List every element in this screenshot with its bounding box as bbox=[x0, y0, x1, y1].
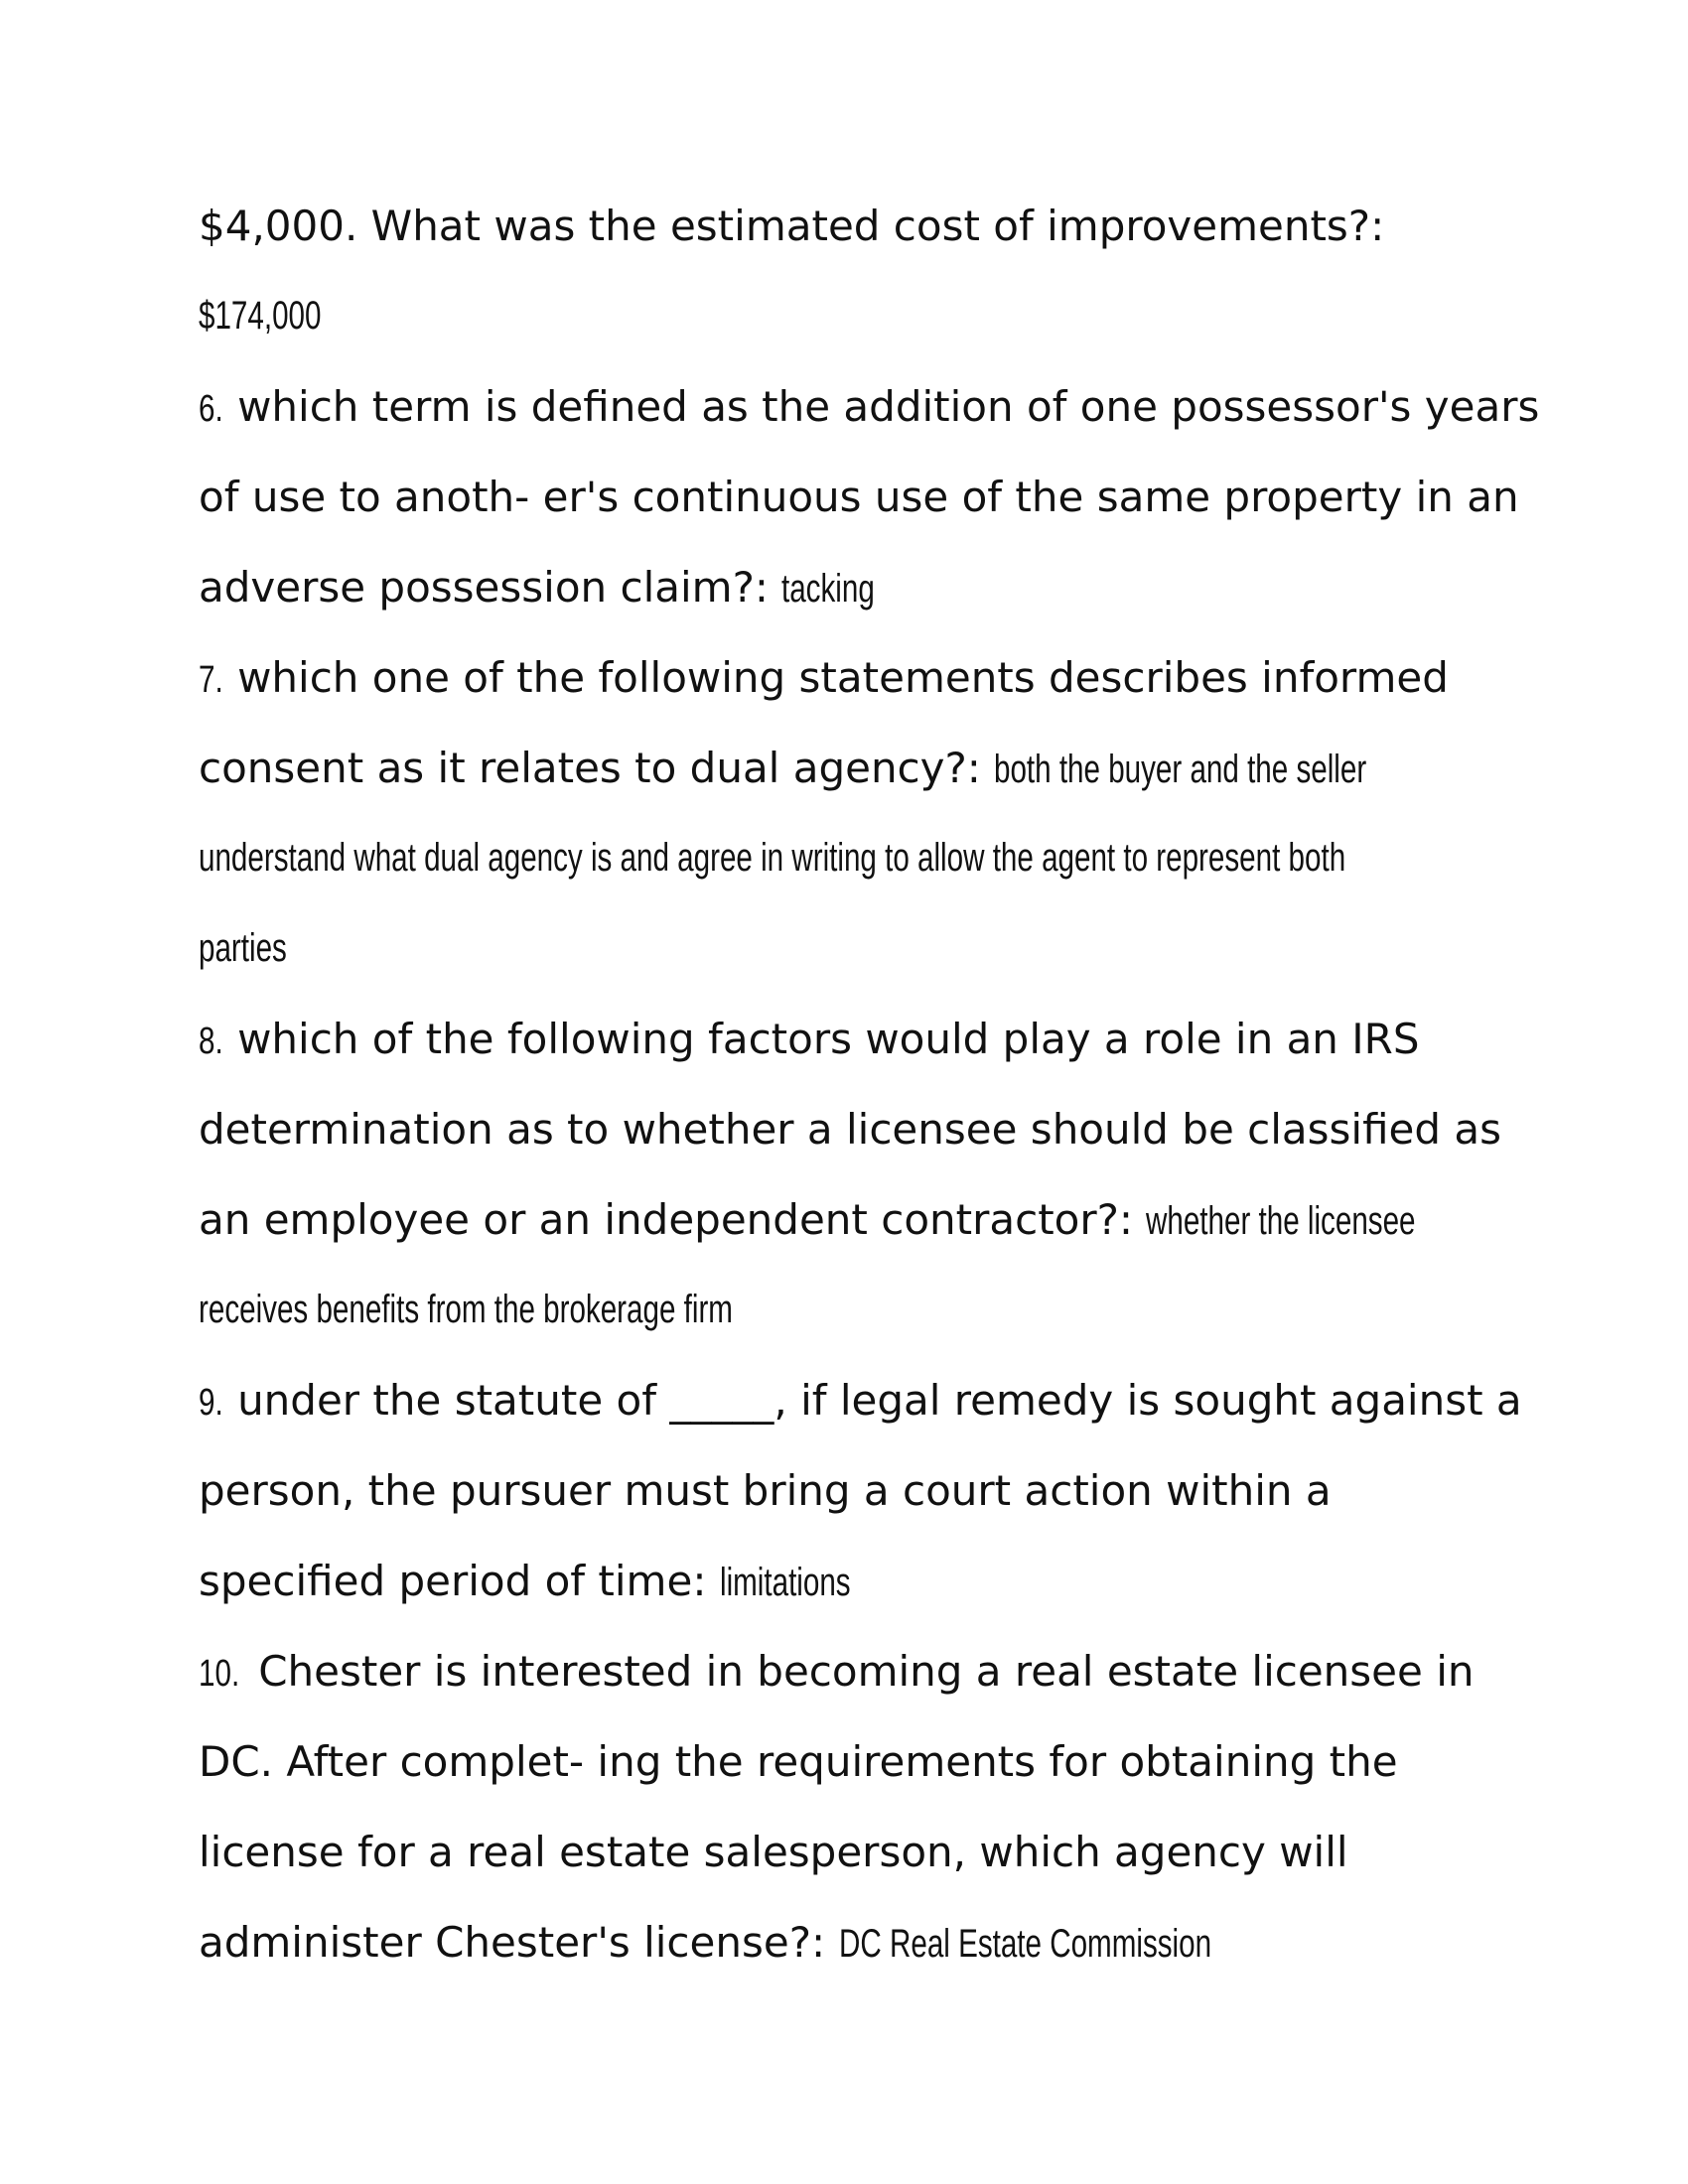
question-text: of use to anoth- er's continuous use of the same property in an bbox=[199, 473, 1519, 521]
answer-text: DC Real Estate Commission bbox=[838, 1922, 1211, 1966]
question-8-line-1 bbox=[199, 994, 1509, 1084]
question-6-line-3 bbox=[199, 542, 1509, 632]
question-number: 7. bbox=[199, 659, 223, 701]
question-text: Chester is interested in becoming a real estate licensee in bbox=[258, 1647, 1475, 1696]
answer-text: $174,000 bbox=[199, 294, 322, 338]
question-number: 8. bbox=[199, 1021, 223, 1062]
answer-7-line-2 bbox=[199, 813, 1509, 903]
question-text: $4,000. What was the estimated cost of improvements?: bbox=[199, 202, 1385, 250]
answer-7-line-3 bbox=[199, 903, 1509, 994]
question-text: administer Chester's license?: bbox=[199, 1918, 826, 1967]
question-9-line-2 bbox=[199, 1445, 1509, 1536]
question-text: DC. After complet- ing the requirements for obtaining the bbox=[199, 1737, 1398, 1786]
answer-text: receives benefits from the brokerage firm bbox=[199, 1288, 733, 1331]
question-text: specified period of time: bbox=[199, 1557, 707, 1605]
answer-text: understand what dual agency is and agree in writing to allow the agent to represent both bbox=[199, 836, 1346, 880]
answer-5 bbox=[199, 271, 1509, 361]
question-6-line-2 bbox=[199, 452, 1519, 542]
question-10-line-4 bbox=[199, 1897, 1509, 1987]
document-page bbox=[199, 181, 1540, 1987]
question-text: which of the following factors would play a role in an IRS bbox=[237, 1015, 1420, 1063]
answer-text: tacking bbox=[781, 567, 876, 611]
question-10-line-1 bbox=[199, 1626, 1509, 1716]
question-number: 6. bbox=[199, 388, 223, 430]
answer-text: parties bbox=[199, 926, 287, 970]
answer-text: limitations bbox=[719, 1561, 851, 1604]
question-7-line-1 bbox=[199, 632, 1509, 723]
question-text: license for a real estate salesperson, which agency will bbox=[199, 1828, 1348, 1876]
question-number: 9. bbox=[199, 1382, 223, 1424]
question-text: which one of the following statements describes informed bbox=[237, 653, 1449, 702]
answer-text: both the buyer and the seller bbox=[994, 748, 1367, 791]
question-5-tail bbox=[199, 181, 1509, 271]
question-text: which term is defined as the addition of one possessor's years bbox=[237, 382, 1540, 431]
question-text: determination as to whether a licensee should be classified as bbox=[199, 1105, 1502, 1154]
answer-text: whether the licensee bbox=[1146, 1199, 1416, 1243]
question-7-line-2 bbox=[199, 723, 1509, 813]
question-10-line-3 bbox=[199, 1807, 1509, 1897]
question-6-line-1 bbox=[199, 361, 1540, 452]
question-8-line-3 bbox=[199, 1174, 1509, 1265]
question-text: adverse possession claim?: bbox=[199, 563, 770, 612]
question-8-line-2 bbox=[199, 1084, 1509, 1174]
question-number: 10. bbox=[199, 1653, 240, 1695]
question-9-line-3 bbox=[199, 1536, 1509, 1626]
question-9-line-1 bbox=[199, 1355, 1522, 1445]
question-10-line-2 bbox=[199, 1716, 1509, 1807]
question-text: under the statute of _____, if legal remedy is sought against a bbox=[237, 1376, 1522, 1425]
answer-8-line-2 bbox=[199, 1265, 1509, 1355]
question-text: person, the pursuer must bring a court action within a bbox=[199, 1466, 1332, 1515]
question-text: consent as it relates to dual agency?: bbox=[199, 744, 981, 792]
question-text: an employee or an independent contractor?: bbox=[199, 1195, 1134, 1244]
